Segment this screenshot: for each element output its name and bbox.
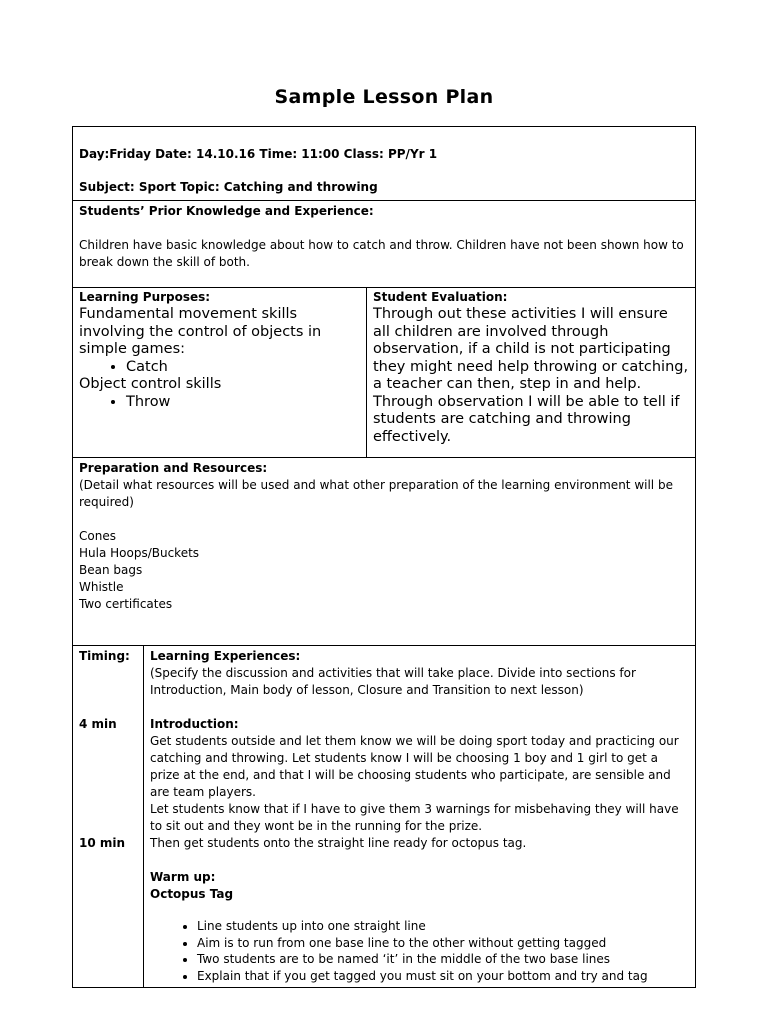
experiences-cell — [144, 646, 695, 987]
list-item: • Aim is to run from one base line to the other without getting tagged — [197, 935, 689, 952]
subject-topic: Subject: Sport Topic: Catching and throwing — [79, 180, 378, 194]
learning-purposes-list-2 — [79, 394, 360, 412]
experiences-heading: Learning Experiences: — [150, 649, 301, 663]
straight-line-text: Then get students onto the straight line ready for octopus tag. — [150, 836, 527, 850]
lesson-header-section — [72, 126, 696, 201]
learning-purposes-heading: Learning Purposes: — [79, 290, 211, 304]
purposes-evaluation-section — [72, 287, 696, 458]
prior-knowledge-section — [72, 200, 696, 288]
list-item: • Two students are to be named ‘it’ in the middle of the two base lines — [197, 951, 689, 968]
learning-purposes-cell — [73, 288, 367, 457]
timing-10-min: 10 min — [79, 836, 126, 850]
student-evaluation-heading: Student Evaluation: — [373, 290, 508, 304]
preparation-heading: Preparation and Resources: — [79, 461, 268, 475]
resource-item: Bean bags — [79, 563, 143, 577]
list-item: • Throw — [126, 394, 360, 412]
resource-item: Two certificates — [79, 597, 173, 611]
introduction-heading: Introduction: — [150, 717, 239, 731]
learning-purposes-subheading: Object control skills — [79, 376, 222, 392]
introduction-text: Get students outside and let them know we will be doing sport today and practicing our catching and throwing. Let students know I will be choosing 1 boy and 1 girl to get a prize at the end, and that I will be choosing students who participate, are sensible and are team players. — [150, 734, 679, 799]
day-date-time-class: Day:Friday Date: 14.10.16 Time: 11:00 Class: PP/Yr 1 — [79, 147, 438, 161]
octopus-tag-list — [150, 918, 689, 984]
page-title: Sample Lesson Plan — [274, 86, 494, 108]
warm-up-heading: Warm up: — [150, 870, 216, 884]
warnings-text: Let students know that if I have to give them 3 warnings for misbehaving they will have to sit out and they wont be in the running for the prize. — [150, 802, 679, 833]
prior-knowledge-text: Children have basic knowledge about how to catch and throw. Children have not been shown how to break down the skill of both. — [79, 238, 684, 269]
prior-knowledge-heading: Students’ Prior Knowledge and Experience: — [79, 204, 374, 218]
learning-purposes-list-1 — [79, 359, 360, 377]
timing-4-min: 4 min — [79, 717, 117, 731]
preparation-section — [72, 457, 696, 646]
preparation-note: (Detail what resources will be used and what other preparation of the learning environment will be required) — [79, 478, 673, 509]
list-item: • Line students up into one straight line — [197, 918, 689, 935]
student-evaluation-text: Through out these activities I will ensure all children are involved through observation, if a child is not participating they might need help throwing or catching, a teacher can then, step in and help. Through observation I will be able to tell if students are catching and throwing effectively. — [373, 306, 689, 445]
octopus-tag-heading: Octopus Tag — [150, 887, 234, 901]
learning-purposes-intro: Fundamental movement skills involving the control of objects in simple games: — [79, 306, 322, 357]
list-item: • Explain that if you get tagged you must sit on your bottom and try and tag — [197, 968, 689, 985]
student-evaluation-cell — [367, 288, 695, 457]
experiences-note: (Specify the discussion and activities that will take place. Divide into sections for Introduction, Main body of lesson, Closure and Transition to next lesson) — [150, 666, 636, 697]
list-item: • Catch — [126, 359, 360, 377]
resource-item: Whistle — [79, 580, 124, 594]
timing-heading: Timing: — [79, 649, 130, 663]
resource-item: Cones — [79, 529, 116, 543]
resource-item: Hula Hoops/Buckets — [79, 546, 200, 560]
learning-experiences-section — [72, 645, 696, 988]
timing-cell — [73, 646, 144, 987]
